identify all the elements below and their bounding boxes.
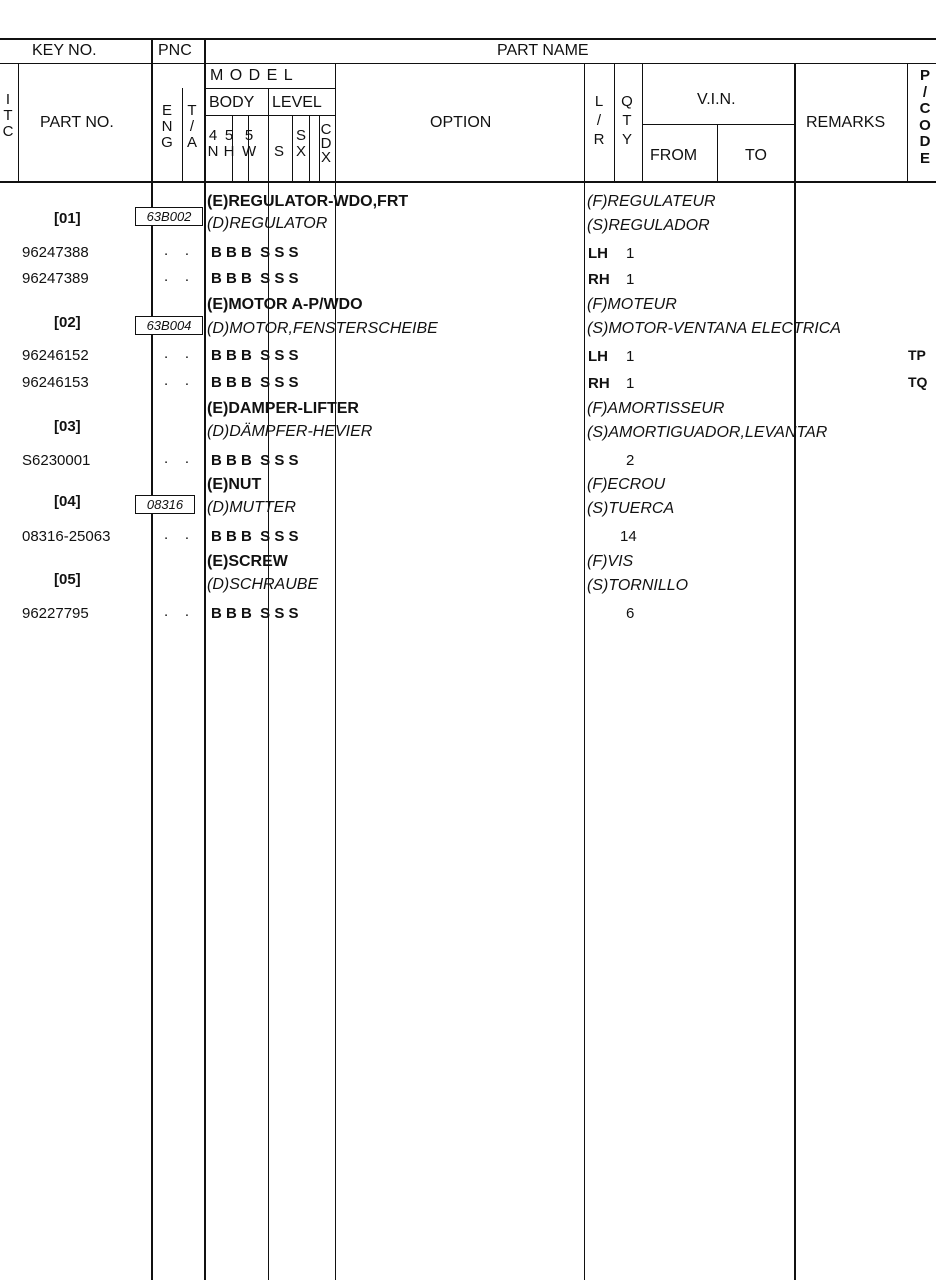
header-ta: T / A	[186, 102, 197, 151]
header-body-4n: 4 N	[207, 127, 219, 160]
part-number: S6230001	[22, 452, 91, 469]
eng-ta-dots: . .	[164, 242, 190, 259]
part-name-spanish: (S)MOTOR-VENTANA ELECTRICA	[587, 320, 841, 337]
quantity: 1	[626, 375, 635, 392]
lr-side: LH	[588, 245, 608, 262]
header-option: OPTION	[430, 114, 492, 131]
eng-ta-dots: . .	[164, 450, 190, 467]
part-name-english: (E)NUT	[207, 476, 262, 493]
header-pcode: P / C O D E	[919, 67, 931, 167]
pcode-value: TP	[908, 347, 926, 363]
quantity: 1	[626, 245, 635, 262]
lr-side: LH	[588, 348, 608, 365]
header-level-s: S	[274, 143, 285, 160]
pcode-value: TQ	[908, 374, 928, 390]
model-codes: B B B S S S	[211, 452, 299, 469]
part-number: 96247389	[22, 270, 89, 287]
header-body: BODY	[209, 94, 255, 111]
key-number: [05]	[54, 571, 81, 588]
model-codes: B B B S S S	[211, 605, 299, 622]
quantity: 14	[620, 528, 637, 545]
header-level-cdx: C D X	[320, 121, 332, 166]
header-lr: L / R	[593, 93, 605, 148]
part-name-english: (E)MOTOR A-P/WDO	[207, 296, 363, 313]
pnc-code: 63B004	[135, 316, 203, 335]
header-level-sx: S X	[295, 127, 306, 160]
lr-side: RH	[588, 271, 610, 288]
part-number: 96246152	[22, 347, 89, 364]
header-qty: Q T Y	[621, 93, 633, 148]
part-name-french: (F)MOTEUR	[587, 296, 677, 313]
quantity: 1	[626, 348, 635, 365]
header-pnc: PNC	[158, 42, 192, 59]
part-name-german: (D)DÄMPFER-HEVIER	[207, 423, 373, 440]
part-name-french: (F)VIS	[587, 553, 634, 570]
key-number: [02]	[54, 314, 81, 331]
eng-ta-dots: . .	[164, 603, 190, 620]
model-codes: B B B S S S	[211, 528, 299, 545]
header-remarks: REMARKS	[806, 114, 886, 131]
eng-ta-dots: . .	[164, 345, 190, 362]
part-name-french: (F)REGULATEUR	[587, 193, 716, 210]
part-name-spanish: (S)REGULADOR	[587, 217, 710, 234]
header-part-name: PART NAME	[497, 42, 589, 59]
part-name-german: (D)REGULATOR	[207, 215, 328, 232]
part-name-english: (E)REGULATOR-WDO,FRT	[207, 193, 409, 210]
quantity: 2	[626, 452, 635, 469]
key-number: [03]	[54, 418, 81, 435]
eng-ta-dots: . .	[164, 268, 190, 285]
lr-side: RH	[588, 375, 610, 392]
pnc-code: 63B002	[135, 207, 203, 226]
pnc-code: 08316	[135, 495, 195, 514]
part-name-spanish: (S)TORNILLO	[587, 577, 689, 594]
part-name-french: (F)ECROU	[587, 476, 666, 493]
part-number: 08316-25063	[22, 528, 111, 545]
part-number: 96247388	[22, 244, 89, 261]
header-model: M O D E L	[210, 67, 294, 84]
key-number: [01]	[54, 210, 81, 227]
quantity: 6	[626, 605, 635, 622]
header-vin-from: FROM	[650, 147, 698, 164]
model-codes: B B B S S S	[211, 270, 299, 287]
model-codes: B B B S S S	[211, 374, 299, 391]
part-name-german: (D)SCHRAUBE	[207, 576, 319, 593]
part-number: 96227795	[22, 605, 89, 622]
header-body-5h: 5 H	[223, 127, 235, 160]
key-number: [04]	[54, 493, 81, 510]
part-name-spanish: (S)AMORTIGUADOR,LEVANTAR	[587, 424, 828, 441]
header-part-no: PART NO.	[40, 114, 114, 131]
model-codes: B B B S S S	[211, 347, 299, 364]
eng-ta-dots: . .	[164, 372, 190, 389]
model-codes: B B B S S S	[211, 244, 299, 261]
header-itc: I T C	[2, 91, 14, 140]
eng-ta-dots: . .	[164, 526, 190, 543]
part-name-french: (F)AMORTISSEUR	[587, 400, 725, 417]
part-name-german: (D)MUTTER	[207, 499, 296, 516]
part-number: 96246153	[22, 374, 89, 391]
header-vin-to: TO	[745, 147, 767, 164]
header-key-no: KEY NO.	[32, 42, 97, 59]
header-body-5w: 5 W	[242, 127, 257, 160]
part-name-german: (D)MOTOR,FENSTERSCHEIBE	[207, 320, 438, 337]
header-level: LEVEL	[272, 94, 322, 111]
quantity: 1	[626, 271, 635, 288]
part-name-spanish: (S)TUERCA	[587, 500, 675, 517]
header-eng: E N G	[161, 102, 173, 151]
part-name-english: (E)DAMPER-LIFTER	[207, 400, 359, 417]
part-name-english: (E)SCREW	[207, 553, 288, 570]
header-vin: V.I.N.	[697, 91, 736, 108]
